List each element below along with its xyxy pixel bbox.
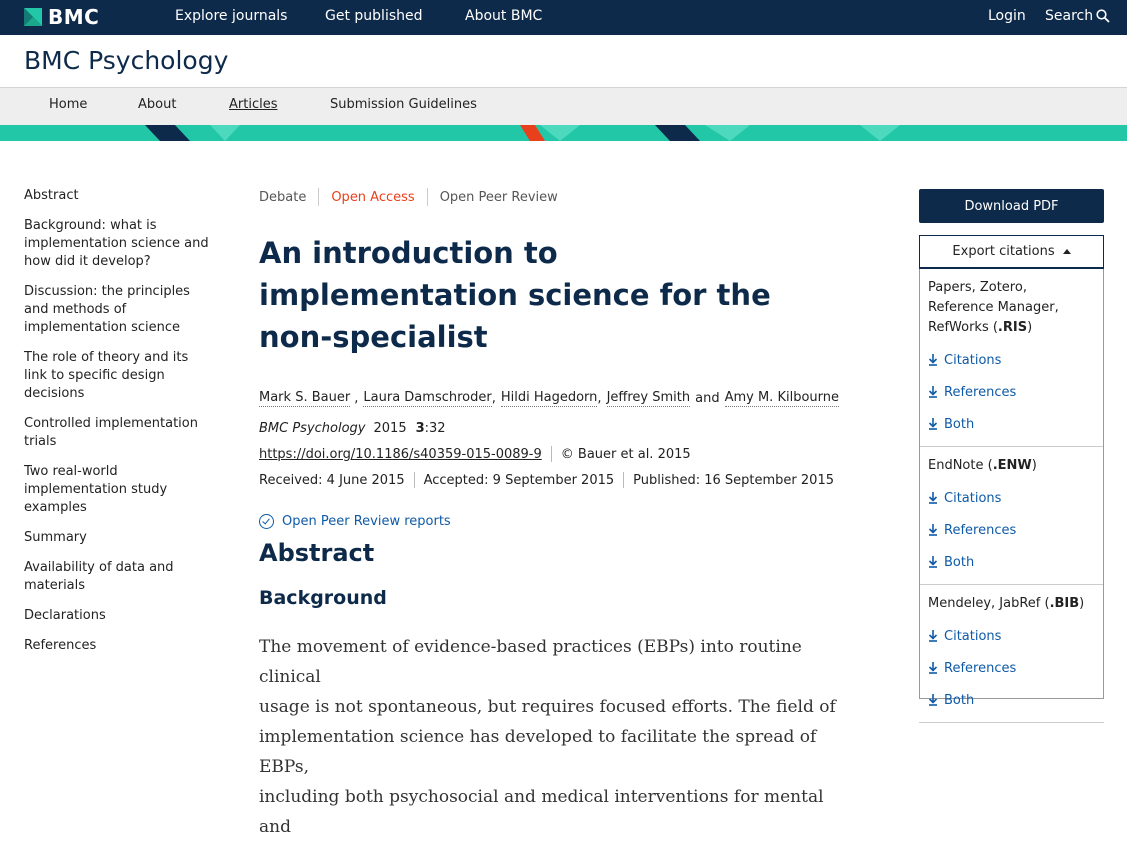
opr-label: Open Peer Review reports	[282, 514, 451, 529]
caret-up-icon	[1063, 249, 1071, 254]
decorative-banner	[0, 125, 1127, 141]
divider	[414, 472, 415, 488]
author-link[interactable]: Amy M. Kilbourne	[725, 390, 839, 407]
author-and: and	[695, 391, 719, 406]
export-bib-references[interactable]: References	[928, 652, 1095, 684]
login-link[interactable]: Login	[988, 8, 1026, 24]
check-circle-icon	[259, 514, 274, 529]
toc-item[interactable]: Declarations	[24, 607, 214, 625]
download-icon	[928, 630, 938, 642]
received-date: Received: 4 June 2015	[259, 473, 405, 488]
article-meta	[259, 187, 839, 207]
bmc-logo-icon	[24, 8, 42, 26]
toc-item[interactable]: Controlled implementation trials	[24, 415, 214, 451]
subnav-home[interactable]: Home	[49, 97, 87, 112]
published-date: Published: 16 September 2015	[633, 473, 834, 488]
nav-explore-journals[interactable]: Explore journals	[175, 8, 287, 24]
divider	[623, 472, 624, 488]
background-heading: Background	[259, 587, 387, 609]
journal-nav	[0, 88, 1127, 125]
toc-item[interactable]: The role of theory and its link to specific design decisions	[24, 349, 214, 403]
author-link[interactable]: Hildi Hagedorn	[501, 390, 598, 407]
journal-title[interactable]: BMC Psychology	[24, 46, 228, 75]
export-ris-both[interactable]: Both	[928, 408, 1095, 440]
pub-year: 2015	[374, 421, 407, 436]
toc-item[interactable]: References	[24, 637, 214, 655]
article-type: Debate	[259, 190, 306, 205]
journal-name: BMC Psychology	[259, 421, 366, 436]
export-group-ris	[920, 269, 1103, 447]
abstract-line: including both psychosocial and medical interventions for mental and	[259, 782, 839, 842]
nav-about-bmc[interactable]: About BMC	[465, 8, 542, 24]
table-of-contents	[24, 187, 214, 667]
export-ris-references[interactable]: References	[928, 376, 1095, 408]
download-pdf-button[interactable]: Download PDF	[919, 189, 1104, 223]
export-format: Papers, Zotero, Reference Manager, RefWorks (.RIS)	[928, 278, 1095, 338]
bmc-logo[interactable]	[24, 7, 99, 27]
article-main	[259, 187, 839, 529]
export-enw-both[interactable]: Both	[928, 546, 1095, 578]
journal-header	[0, 35, 1127, 88]
volume: 3	[416, 421, 425, 436]
export-citations-panel	[919, 269, 1104, 699]
abstract-line: The movement of evidence-based practices (EBPs) into routine clinical	[259, 632, 839, 692]
subnav-articles[interactable]: Articles	[229, 97, 277, 112]
accepted-date: Accepted: 9 September 2015	[424, 473, 615, 488]
banner-pattern	[0, 125, 1127, 141]
copyright: © Bauer et al. 2015	[561, 447, 691, 462]
author-link[interactable]: Mark S. Bauer	[259, 390, 350, 407]
export-bib-both[interactable]: Both	[928, 684, 1095, 716]
export-format: Mendeley, JabRef (.BIB)	[928, 594, 1095, 614]
open-access-badge: Open Access	[331, 190, 414, 205]
toc-item[interactable]: Two real-world implementation study examples	[24, 463, 214, 517]
doi-row	[259, 445, 839, 463]
export-ris-citations[interactable]: Citations	[928, 344, 1095, 376]
download-icon	[928, 492, 938, 504]
divider	[551, 446, 552, 462]
peer-review-badge: Open Peer Review	[440, 190, 558, 205]
toc-item[interactable]: Background: what is implementation science and how did it develop?	[24, 217, 214, 271]
divider	[919, 722, 1104, 723]
top-bar	[0, 0, 1127, 35]
toc-item[interactable]: Abstract	[24, 187, 214, 205]
article-number: :32	[425, 421, 446, 436]
logo-text: BMC	[48, 7, 99, 27]
abstract-heading: Abstract	[259, 539, 374, 567]
author-link[interactable]: Laura Damschroder	[363, 390, 491, 407]
subnav-submission-guidelines[interactable]: Submission Guidelines	[330, 97, 477, 112]
export-group-enw	[920, 447, 1103, 585]
export-enw-references[interactable]: References	[928, 514, 1095, 546]
search-link[interactable]	[1045, 8, 1110, 24]
subnav-about[interactable]: About	[138, 97, 176, 112]
download-icon	[928, 662, 938, 674]
export-citations-button[interactable]	[919, 235, 1104, 269]
abstract-line: usage is not spontaneous, but requires focused efforts. The field of	[259, 692, 839, 722]
export-enw-citations[interactable]: Citations	[928, 482, 1095, 514]
toc-item[interactable]: Summary	[24, 529, 214, 547]
download-icon	[928, 556, 938, 568]
search-icon	[1096, 9, 1110, 23]
dates-row	[259, 471, 839, 489]
export-group-bib	[920, 585, 1103, 722]
abstract-text	[259, 632, 839, 842]
export-bib-citations[interactable]: Citations	[928, 620, 1095, 652]
download-icon	[928, 354, 938, 366]
search-label: Search	[1045, 8, 1093, 24]
download-icon	[928, 524, 938, 536]
article-title: An introduction to implementation science for the non-specialist	[259, 232, 819, 358]
export-label: Export citations	[952, 244, 1054, 259]
author-link[interactable]: Jeffrey Smith	[607, 390, 691, 407]
abstract-line: implementation science has developed to facilitate the spread of EBPs,	[259, 722, 839, 782]
download-icon	[928, 386, 938, 398]
citation-line	[259, 419, 839, 437]
toc-item[interactable]: Availability of data and materials	[24, 559, 214, 595]
divider	[318, 188, 319, 206]
open-peer-review-link[interactable]	[259, 514, 839, 529]
download-icon	[928, 418, 938, 430]
author-list: Mark S. Bauer , Laura Damschroder , Hildi Hagedorn , Jeffrey Smith and Amy M. Kilbourne	[259, 390, 839, 407]
divider	[427, 188, 428, 206]
download-icon	[928, 694, 938, 706]
doi-link[interactable]: https://doi.org/10.1186/s40359-015-0089-9	[259, 447, 542, 462]
export-format: EndNote (.ENW)	[928, 456, 1095, 476]
toc-item[interactable]: Discussion: the principles and methods of implementation science	[24, 283, 214, 337]
nav-get-published[interactable]: Get published	[325, 8, 423, 24]
